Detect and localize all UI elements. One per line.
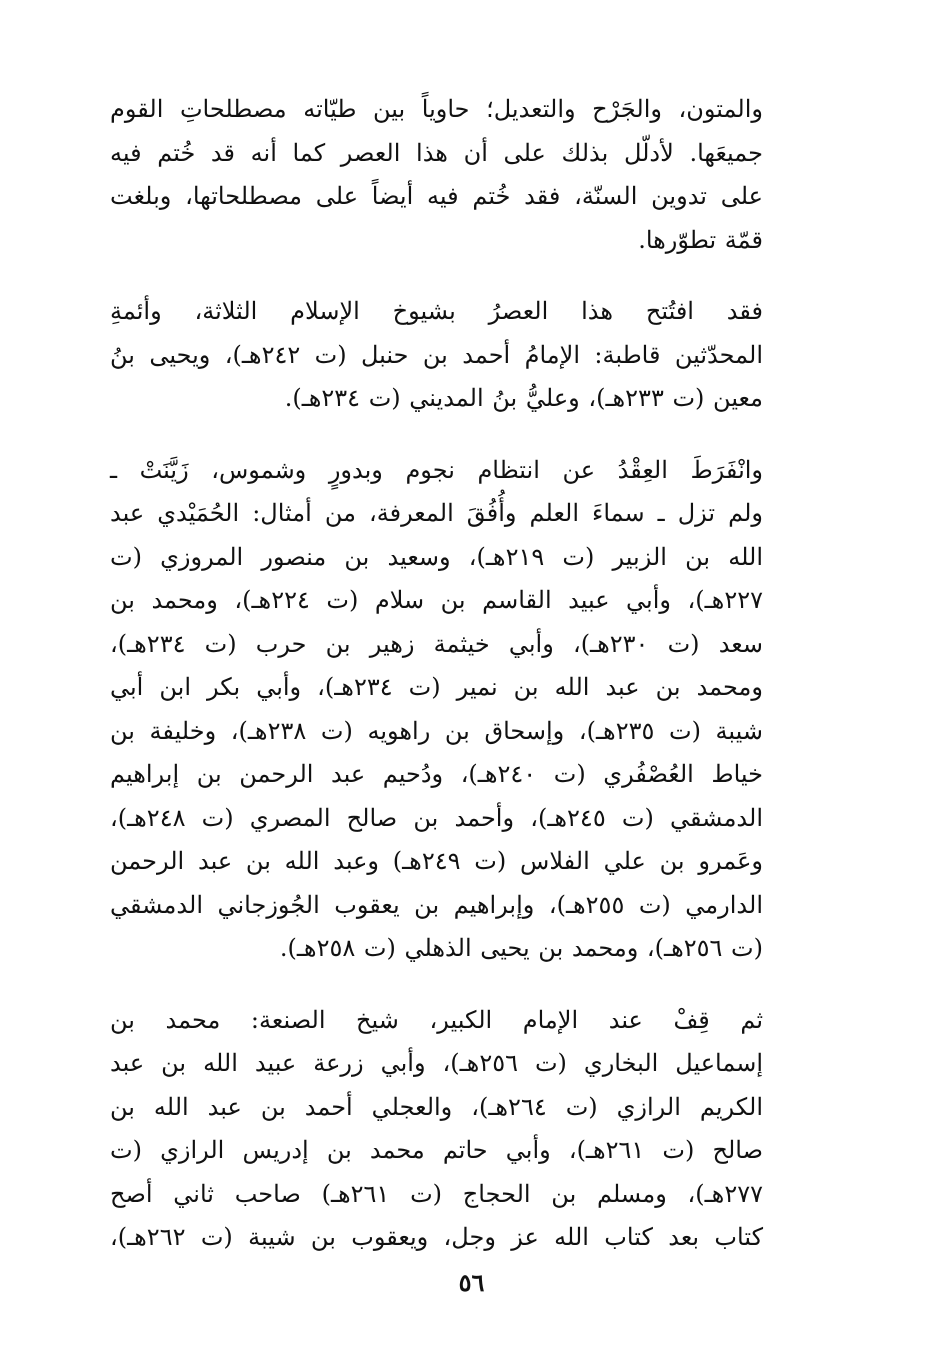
page-number: ٥٦ (458, 1268, 485, 1297)
text-line: الدارمي (ت ٢٥٥هـ)، وإبراهيم بن يعقوب الجُوزجاني الدمشقي (110, 890, 763, 919)
page-body (110, 88, 763, 1288)
paragraph-3 (110, 449, 763, 971)
text-line: فقد افتُتح هذا العصرُ بشيوخ الإسلام الثلاثة، وأئمةِ (110, 297, 763, 325)
text-line: الله بن الزبير (ت ٢١٩هـ)، وسعيد بن منصور المروزي (ت (110, 542, 763, 571)
text-line: سعد (ت ٢٣٠هـ)، وأبي خيثمة زهير بن حرب (ت ٢٣٤هـ)، (110, 629, 763, 658)
text-line: (ت ٢٥٦هـ)، ومحمد بن يحيى الذهلي (ت ٢٥٨هـ). (279, 934, 763, 962)
paragraph-1 (110, 88, 763, 262)
text-line: ثم قِفْ عند الإمام الكبير، شيخ الصنعة: محمد بن (110, 1005, 763, 1034)
text-line: كتاب بعد كتاب الله عز وجل، ويعقوب بن شيبة (ت ٢٦٢هـ)، (110, 1223, 763, 1251)
text-line: ومحمد بن عبد الله بن نمير (ت ٢٣٤هـ)، وأبي بكر ابن أبي (110, 673, 763, 701)
text-line: قمّة تطوّرها. (638, 225, 763, 254)
text-line: المحدّثين قاطبة: الإمامُ أحمد بن حنبل (ت ٢٤٢هـ)، ويحيى بنُ (110, 340, 764, 369)
text-line: معين (ت ٢٣٣هـ)، وعليُّ بنُ المديني (ت ٢٣٤هـ). (284, 384, 763, 412)
text-line: وعَمرو بن علي الفلاس (ت ٢٤٩هـ) وعبد الله بن عبد الرحمن (110, 847, 763, 875)
text-line: صالح (ت ٢٦١هـ)، وأبي حاتم محمد بن إدريس الرازي (ت (110, 1136, 763, 1164)
text-line: جميعَها. لأدلّل بذلك على أن هذا العصر كما أنه قد خُتم فيه (110, 138, 763, 167)
text-line: الكريم الرازي (ت ٢٦٤هـ)، والعجلي أحمد بن عبد الله بن (110, 1092, 763, 1121)
text-line: والمتون، والجَرْح والتعديل؛ حاوياً بين طيّاته مصطلحاتِ القوم (110, 95, 763, 123)
text-line: الدمشقي (ت ٢٤٥هـ)، وأحمد بن صالح المصري (ت ٢٤٨هـ)، (110, 803, 764, 832)
text-line: ولم تزل ـ سماءَ العلم وأُفُقَ المعرفة، من أمثال: الحُمَيْدي عبد (110, 499, 763, 527)
text-line: ٢٧٧هـ)، ومسلم بن الحجاج (ت ٢٦١هـ) صاحب ثاني أصح (110, 1179, 764, 1208)
paragraph-2 (110, 290, 763, 421)
text-line: ٢٢٧هـ)، وأبي عبيد القاسم بن سلام (ت ٢٢٤هـ)، ومحمد بن (110, 586, 763, 614)
text-line: خياط العُصْفُري (ت ٢٤٠هـ)، ودُحيم عبد الرحمن بن إبراهيم (110, 760, 764, 788)
paragraph-4 (110, 999, 763, 1260)
text-line: إسماعيل البخاري (ت ٢٥٦هـ)، وأبي زرعة عبيد الله بن عبد (110, 1049, 763, 1077)
text-line: وانْفَرَطَ العِقْدُ عن انتظام نجوم وبدورٍ وشموس، زَيَّنَتْ ـ (110, 455, 763, 484)
text-line: شيبة (ت ٢٣٥هـ)، وإسحاق بن راهويه (ت ٢٣٨هـ)، وخليفة بن (110, 716, 764, 745)
text-line: على تدوين السنّة، فقد خُتم فيه أيضاً على مصطلحاتها، وبلغت (110, 182, 764, 210)
